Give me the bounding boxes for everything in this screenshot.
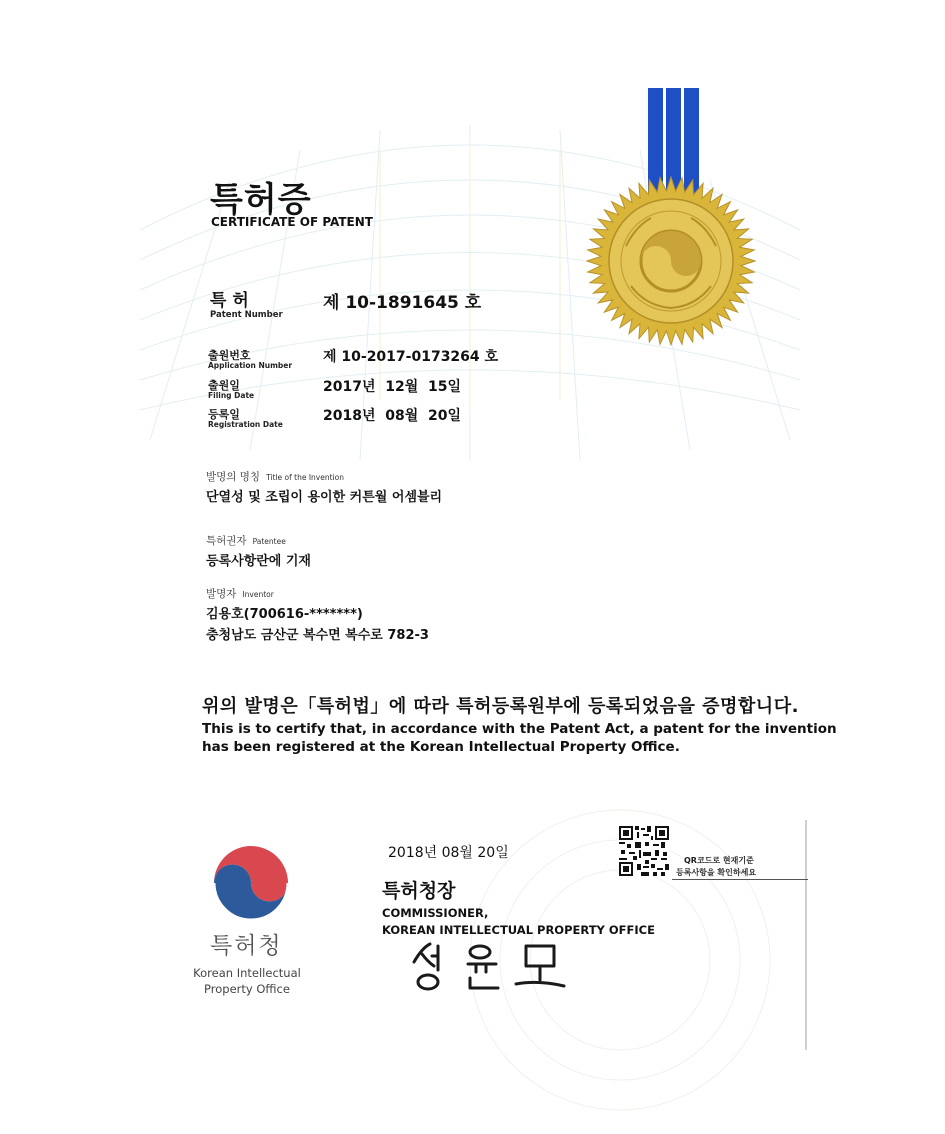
inventor-label bbox=[206, 586, 274, 601]
qr-note-line1: QR코드로 현재기준 bbox=[684, 856, 754, 865]
registration-date-label-en: Registration Date bbox=[208, 420, 283, 429]
patentee-label-en: Patentee bbox=[252, 537, 286, 546]
patent-number-label-ko: 특 허 bbox=[210, 291, 249, 311]
filing-date-label-en: Filing Date bbox=[208, 391, 255, 400]
gold-seal-icon bbox=[586, 176, 756, 346]
qr-divider bbox=[672, 879, 808, 880]
filing-date-value: 2017년 12월 15일 bbox=[323, 379, 461, 395]
registration-date-value: 2018년 08월 20일 bbox=[323, 408, 461, 424]
application-number-label-ko: 출원번호 bbox=[208, 349, 251, 362]
qr-note bbox=[676, 855, 756, 879]
commissioner-title-ko: 특허청장 bbox=[382, 880, 456, 902]
certification-en-line2: has been registered at the Korean Intellectual Property Office. bbox=[202, 739, 680, 755]
inventor-label-ko: 발명자 bbox=[206, 588, 237, 600]
kipo-name-ko: 특허청 bbox=[210, 933, 283, 959]
certificate-title-en: CERTIFICATE OF PATENT bbox=[211, 215, 373, 229]
qr-code-icon[interactable] bbox=[619, 826, 669, 876]
patent-number-label-en: Patent Number bbox=[210, 310, 283, 320]
application-number-value: 제 10-2017-0173264 호 bbox=[323, 349, 499, 365]
commissioner-en-line2: KOREAN INTELLECTUAL PROPERTY OFFICE bbox=[382, 923, 655, 937]
certification-statement-ko: 위의 발명은「특허법」에 따라 특허등록원부에 등록되었음을 증명합니다. bbox=[202, 696, 799, 717]
certification-en-line1: This is to certify that, in accordance with the Patent Act, a patent for the invention bbox=[202, 721, 837, 737]
registration-date-label-ko: 등록일 bbox=[208, 408, 240, 421]
invention-label bbox=[206, 469, 344, 484]
inventor-name: 김용호(700616-*******) bbox=[206, 607, 363, 622]
commissioner-en-line1: COMMISSIONER, bbox=[382, 906, 489, 920]
patentee-value: 등록사항란에 기재 bbox=[206, 554, 311, 569]
qr-note-line2: 등록사항을 확인하세요 bbox=[676, 868, 757, 877]
kipo-name-en: Korean Intellectual Property Office bbox=[193, 966, 301, 996]
certificate-title-ko: 특허증 bbox=[210, 180, 312, 220]
issue-date: 2018년 08월 20일 bbox=[388, 845, 509, 861]
commissioner-signature bbox=[408, 940, 568, 996]
patentee-label bbox=[206, 533, 286, 548]
commissioner-title-en bbox=[382, 905, 655, 939]
filing-date-label-ko: 출원일 bbox=[208, 379, 240, 392]
invention-label-en: Title of the Invention bbox=[266, 473, 344, 482]
inventor-address: 충청남도 금산군 복수면 복수로 782-3 bbox=[206, 628, 429, 643]
inventor-label-en: Inventor bbox=[242, 590, 274, 599]
certification-statement-en bbox=[202, 720, 837, 756]
patent-number-value: 제 10-1891645 호 bbox=[323, 293, 482, 313]
kipo-logo-icon bbox=[208, 840, 294, 926]
invention-title-value: 단열성 및 조립이 용이한 커튼월 어셈블리 bbox=[206, 490, 443, 505]
application-number-label-en: Application Number bbox=[208, 361, 293, 370]
patentee-label-ko: 특허권자 bbox=[206, 535, 247, 547]
invention-label-ko: 발명의 명칭 bbox=[206, 471, 261, 483]
